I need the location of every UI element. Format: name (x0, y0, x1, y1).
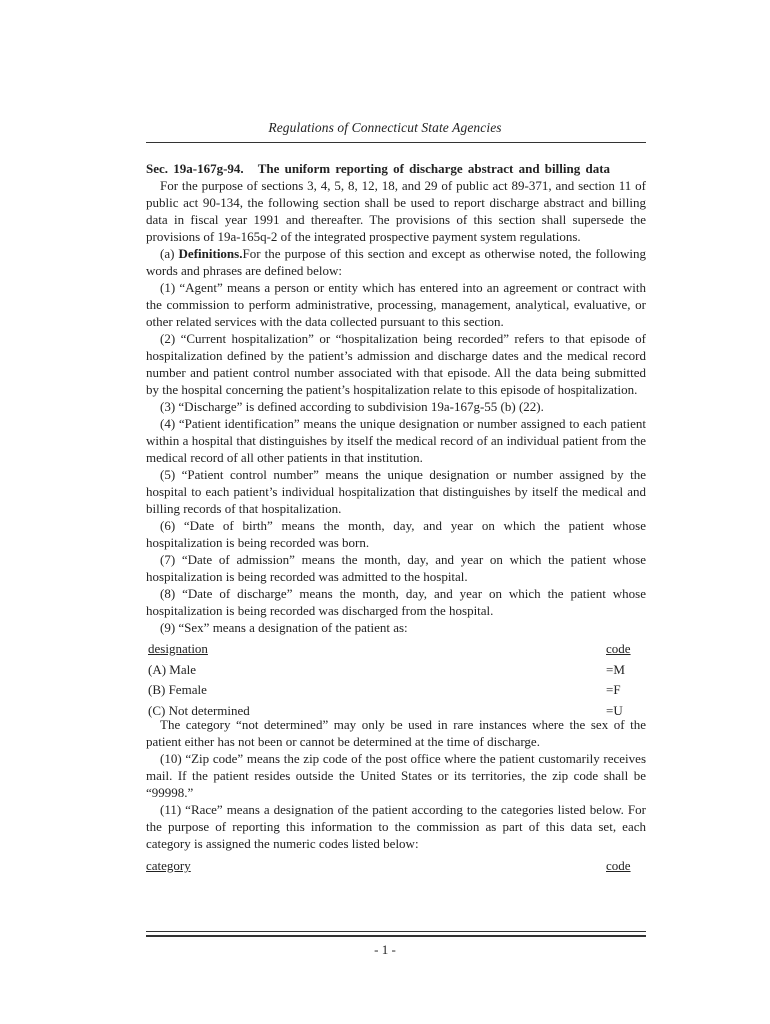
definition-item: (2) “Current hospitalization” or “hospitalization being recorded” refers to that episode of hospitalization defined by the patient’s admission and discharge dates and the medical record number and patient control number associated with that episode. All the data being submitted by the hospital concerning the patient’s hospitalization relate to this episode of hospitalization. (146, 331, 646, 397)
definition-item: (5) “Patient control number” means the unique designation or number assigned by the hospital to each patient’s individual hospitalization that distinguishes by itself the medical and billing records of that hospitalization. (146, 467, 646, 516)
table-row (146, 680, 646, 701)
definitions-text: For the purpose of this section and except as otherwise noted, the following words and phrases are defined below: (146, 246, 646, 278)
table-header-row (146, 639, 646, 660)
running-head: Regulations of Connecticut State Agencies (268, 120, 502, 135)
definition-item: (4) “Patient identification” means the unique designation or number assigned to each patient within a hospital that distinguishes by itself the medical record of an individual patient from the medical record of all other patients in that institution. (146, 416, 646, 465)
definition-item: (11) “Race” means a designation of the patient according to the categories listed below. For the purpose of reporting this information to the commission as part of this data set, each category is assigned the numeric codes listed below: (146, 802, 646, 851)
definition-item: (6) “Date of birth” means the month, day, and year on which the patient whose hospitalization is being recorded was born. (146, 518, 646, 550)
footer-rule (146, 931, 646, 932)
code-header: code (606, 858, 631, 873)
paragraph: The category “not determined” may only be used in rare instances where the sex of the patient either has not been or cannot be determined at the time of discharge. (146, 717, 646, 749)
section-number: Sec. 19a-167g-94. (146, 161, 244, 176)
code-cell: =F (606, 682, 621, 697)
definition-item: (3) “Discharge” is defined according to subdivision 19a-167g-55 (b) (22). (160, 399, 544, 414)
definition-item: (1) “Agent” means a person or entity which has entered into an agreement or contract with the commission to perform administrative, processing, management, analytical, evaluative, or other related services with the data collected pursuant to this section. (146, 280, 646, 329)
designation-cell: (A) Male (148, 661, 197, 677)
section-heading (146, 160, 646, 177)
definition-item: (8) “Date of discharge” means the month, day, and year on which the patient whose hospitalization is being recorded was discharged from the hospital. (146, 586, 646, 618)
footer-rule-thick (146, 935, 646, 937)
page-number: - 1 - (374, 942, 396, 957)
definitions-label: Definitions. (178, 246, 243, 261)
header-rule (146, 142, 646, 143)
race-table-header-row (146, 857, 646, 874)
code-cell: =U (606, 702, 623, 718)
definition-item: (10) “Zip code” means the zip code of the post office where the patient customarily receives mail. If the patient resides outside the United States or its territories, the zip code shall be “99998.” (146, 751, 646, 800)
designation-header: designation (148, 641, 208, 656)
code-header: code (606, 641, 631, 656)
definition-item: (9) “Sex” means a designation of the patient as: (160, 620, 408, 635)
section-title: The uniform reporting of discharge abstract and billing data (257, 161, 611, 176)
definitions-prefix: (a) (160, 246, 179, 261)
code-cell: =M (606, 661, 625, 677)
definition-item: (7) “Date of admission” means the month, day, and year on which the patient whose hospitalization is being recorded was admitted to the hospital. (146, 552, 646, 584)
table-row (146, 660, 646, 681)
document-body (146, 160, 646, 874)
intro-paragraph: For the purpose of sections 3, 4, 5, 8, 12, 18, and 29 of public act 89-371, and section 11 of public act 90-134, the following section shall be used to report discharge abstract and billing data in fiscal year 1991 and thereafter. The provisions of this section shall supersede the provisions of 19a-165q-2 of the integrated prospective payment system regulations. (146, 178, 646, 244)
sex-code-table (146, 639, 646, 721)
definitions-paragraph (146, 245, 646, 279)
designation-cell: (C) Not determined (148, 702, 250, 718)
designation-cell: (B) Female (148, 682, 207, 697)
category-header: category (146, 858, 191, 873)
